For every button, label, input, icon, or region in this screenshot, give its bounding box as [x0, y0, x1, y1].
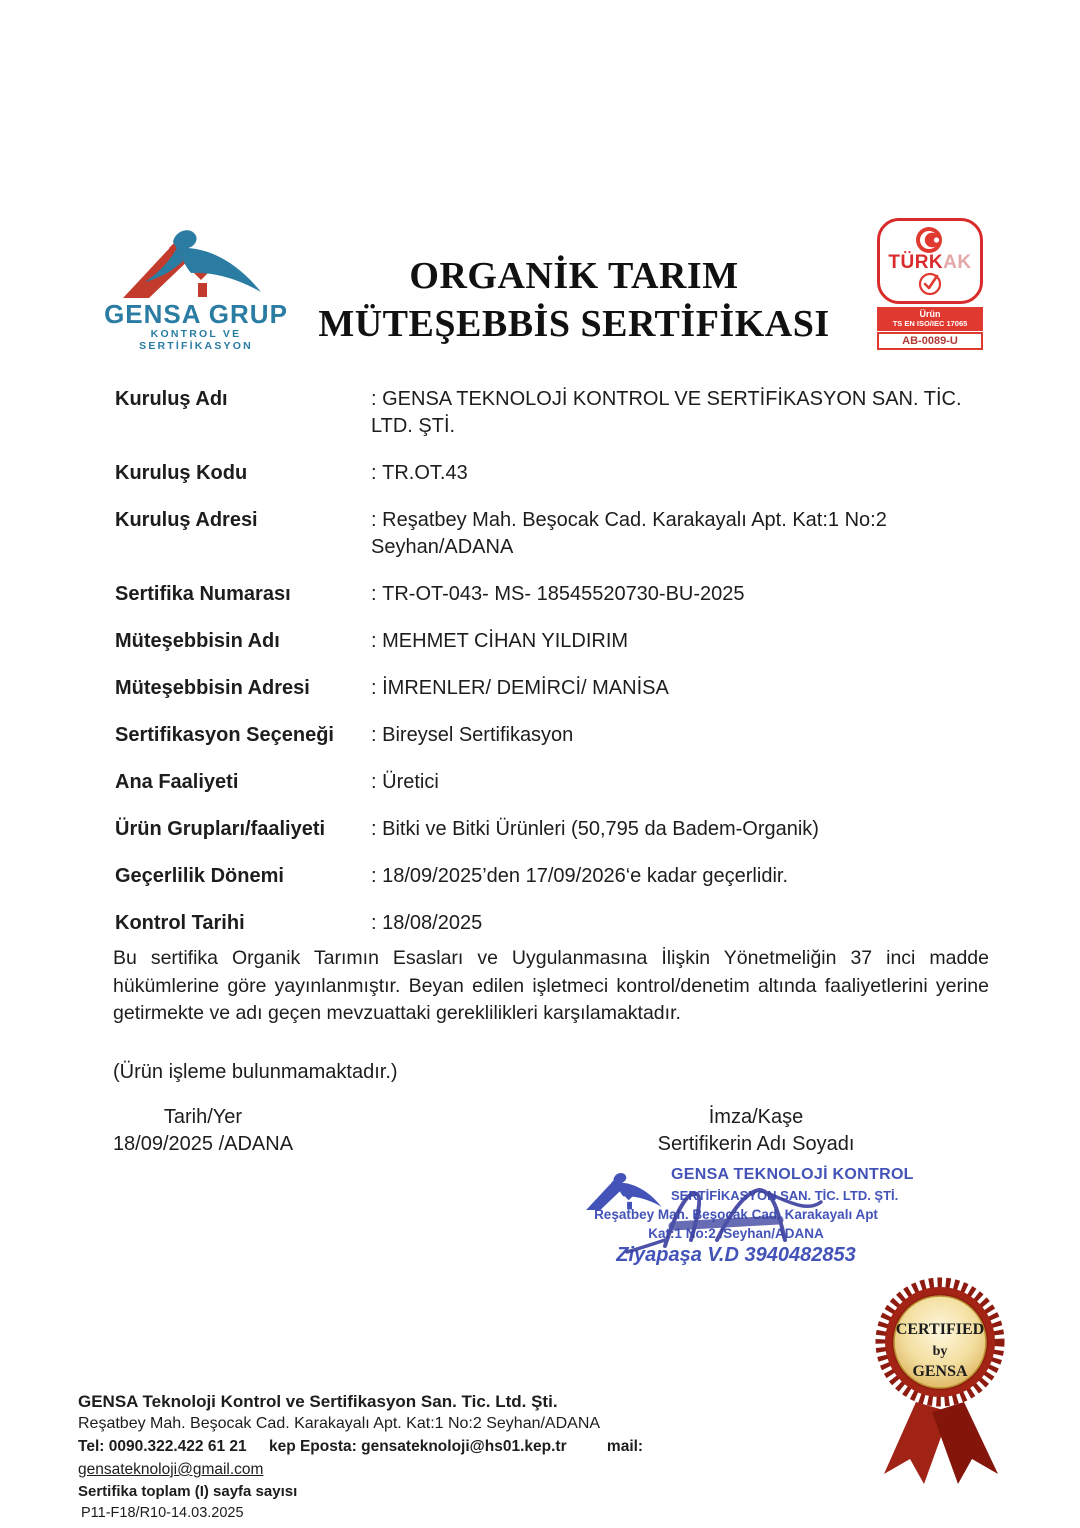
checkmark-icon: [917, 272, 943, 296]
signature-subtitle: Sertifikerin Adı Soyadı: [657, 1133, 855, 1155]
footer-company: GENSA Teknoloji Kontrol ve Sertifikasyon San. Tic. Ltd. Şti.: [78, 1392, 558, 1411]
field-label: Geçerlilik Dönemi: [115, 865, 284, 887]
turkak-wordmark: [888, 254, 971, 272]
field-row-mutesebbisin-adi: [115, 628, 989, 655]
company-stamp: [585, 1160, 914, 1270]
turkak-box: [877, 218, 983, 304]
field-value: : Reşatbey Mah. Beşocak Cad. Karakayalı Apt. Kat:1 No:2 Seyhan/ADANA: [371, 507, 971, 561]
field-row-gecerlilik-donemi: [115, 863, 989, 890]
field-row-kontrol-tarihi: [115, 910, 989, 937]
gensa-logo-name: GENSA GRUP: [104, 299, 288, 329]
turkak-word-ak: AK: [943, 252, 972, 273]
badge-line1: CERTIFIED: [895, 1321, 985, 1338]
badge-line2: by: [932, 1344, 948, 1359]
date-place-block: [112, 1104, 294, 1158]
footer-mail-label: mail:: [606, 1438, 644, 1455]
turkak-scope-band: [877, 307, 983, 331]
footer-address: Reşatbey Mah. Beşocak Cad. Karakayalı Apt. Kat:1 No:2 Seyhan/ADANA: [78, 1415, 601, 1432]
field-value: : MEHMET CİHAN YILDIRIM: [371, 628, 971, 655]
certificate-title-line2: MÜTEŞEBBİS SERTİFİKASI: [318, 303, 830, 345]
field-label: Sertifikasyon Seçeneği: [115, 724, 334, 746]
statement-paragraph: Bu sertifika Organik Tarımın Esasları ve Uygulanmasına İlişkin Yönetmeliğin 37 inci madde hükümlerine göre yayınlanmıştır. Beyan edilen işletmeci kontrol/denetim altında faaliyetlerini yerine getirmekte ve adı geçen mevzuattaki gereklilikleri karşılamaktadır.: [113, 947, 989, 1024]
certificate-fields: [115, 386, 989, 957]
field-value: : 18/09/2025’den 17/09/2026‘e kadar geçerlidir.: [371, 863, 971, 890]
field-label: Ana Faaliyeti: [115, 771, 239, 793]
field-row-kurulus-adresi: [115, 507, 989, 561]
field-row-sertifikasyon-secenegi: [115, 722, 989, 749]
gensa-emblem-icon: [121, 228, 271, 302]
footer-block: [78, 1391, 798, 1524]
footer-page-count: Sertifika toplam (I) sayfa sayısı: [78, 1483, 298, 1500]
badge-line3: GENSA: [912, 1363, 968, 1380]
stamp-tax-line: Ziyapaşa V.D 3940482853: [616, 1244, 856, 1266]
field-value: : TR.OT.43: [371, 460, 971, 487]
certified-rosette-badge: [862, 1262, 1018, 1490]
field-label: Kuruluş Adresi: [115, 509, 258, 531]
turkak-standard: TS EN ISO/IEC 17065: [892, 319, 968, 328]
field-label: Ürün Grupları/faaliyeti: [115, 818, 326, 840]
turkak-word-turk: TÜRK: [888, 252, 944, 273]
turkak-accreditation-mark: [877, 218, 983, 350]
field-label: Kuruluş Adı: [115, 388, 228, 410]
field-row-kurulus-adi: [115, 386, 989, 440]
turkak-accreditation-code: AB-0089-U: [877, 332, 983, 350]
turkak-scope-product: Ürün: [919, 309, 941, 319]
field-label: Kontrol Tarihi: [115, 912, 245, 934]
signature-block: [636, 1104, 876, 1158]
stamp-company-line2: SERTİFİKASYON SAN. TİC. LTD. ŞTİ.: [671, 1188, 899, 1203]
certificate-title-line1: ORGANİK TARIM: [409, 255, 739, 297]
field-value: : Bireysel Sertifikasyon: [371, 722, 971, 749]
handwritten-signature: [607, 1174, 857, 1260]
gensa-logo-subtitle: KONTROL VE SERTİFİKASYON: [139, 328, 253, 352]
stamp-company-line1: GENSA TEKNOLOJİ KONTROL: [671, 1166, 914, 1183]
footer-tel-value: 0090.322.422 61 21: [108, 1438, 247, 1455]
stamp-address-line1: Reşatbey Mah. Beşocak Cad. Karakayalı Apt: [594, 1207, 878, 1222]
field-label: Kuruluş Kodu: [115, 462, 248, 484]
field-value: : 18/08/2025: [371, 910, 971, 937]
field-row-sertifika-numarasi: [115, 581, 989, 608]
field-label: Müteşebbisin Adı: [115, 630, 280, 652]
field-row-urun-gruplari: [115, 816, 989, 843]
date-place-title: Tarih/Yer: [163, 1106, 243, 1128]
gensa-grup-logo: [96, 228, 296, 352]
footer-doc-code: P11-F18/R10-14.03.2025: [81, 1505, 244, 1521]
footer-mail-link[interactable]: gensateknoloji@gmail.com: [78, 1461, 264, 1478]
field-value: : TR-OT-043- MS- 18545520730-BU-2025: [371, 581, 971, 608]
footer-kep-value: gensateknoloji@hs01.kep.tr: [361, 1438, 567, 1455]
field-value: : İMRENLER/ DEMİRCİ/ MANİSA: [371, 675, 971, 702]
field-row-ana-faaliyeti: [115, 769, 989, 796]
field-value: : Üretici: [371, 769, 971, 796]
field-label: Müteşebbisin Adresi: [115, 677, 310, 699]
footer-kep-label: kep Eposta:: [268, 1438, 357, 1455]
field-row-mutesebbisin-adresi: [115, 675, 989, 702]
certificate-title: [288, 252, 860, 348]
processing-note: (Ürün işleme bulunmamaktadır.): [113, 1061, 398, 1083]
date-place-value: 18/09/2025 /ADANA: [112, 1133, 294, 1155]
field-label: Sertifika Numarası: [115, 583, 291, 605]
field-value: : Bitki ve Bitki Ürünleri (50,795 da Badem-Organik): [371, 816, 971, 843]
field-row-kurulus-kodu: [115, 460, 989, 487]
footer-tel-label: Tel:: [78, 1438, 105, 1455]
crescent-star-icon: [915, 226, 945, 254]
signature-title: İmza/Kaşe: [708, 1106, 804, 1128]
footer-contact-line: [78, 1435, 798, 1481]
stamp-address-line2: Kat:1 No:2 /Seyhan/ADANA: [648, 1226, 824, 1241]
field-value: : GENSA TEKNOLOJİ KONTROL VE SERTİFİKASYON SAN. TİC. LTD. ŞTİ.: [371, 386, 971, 440]
